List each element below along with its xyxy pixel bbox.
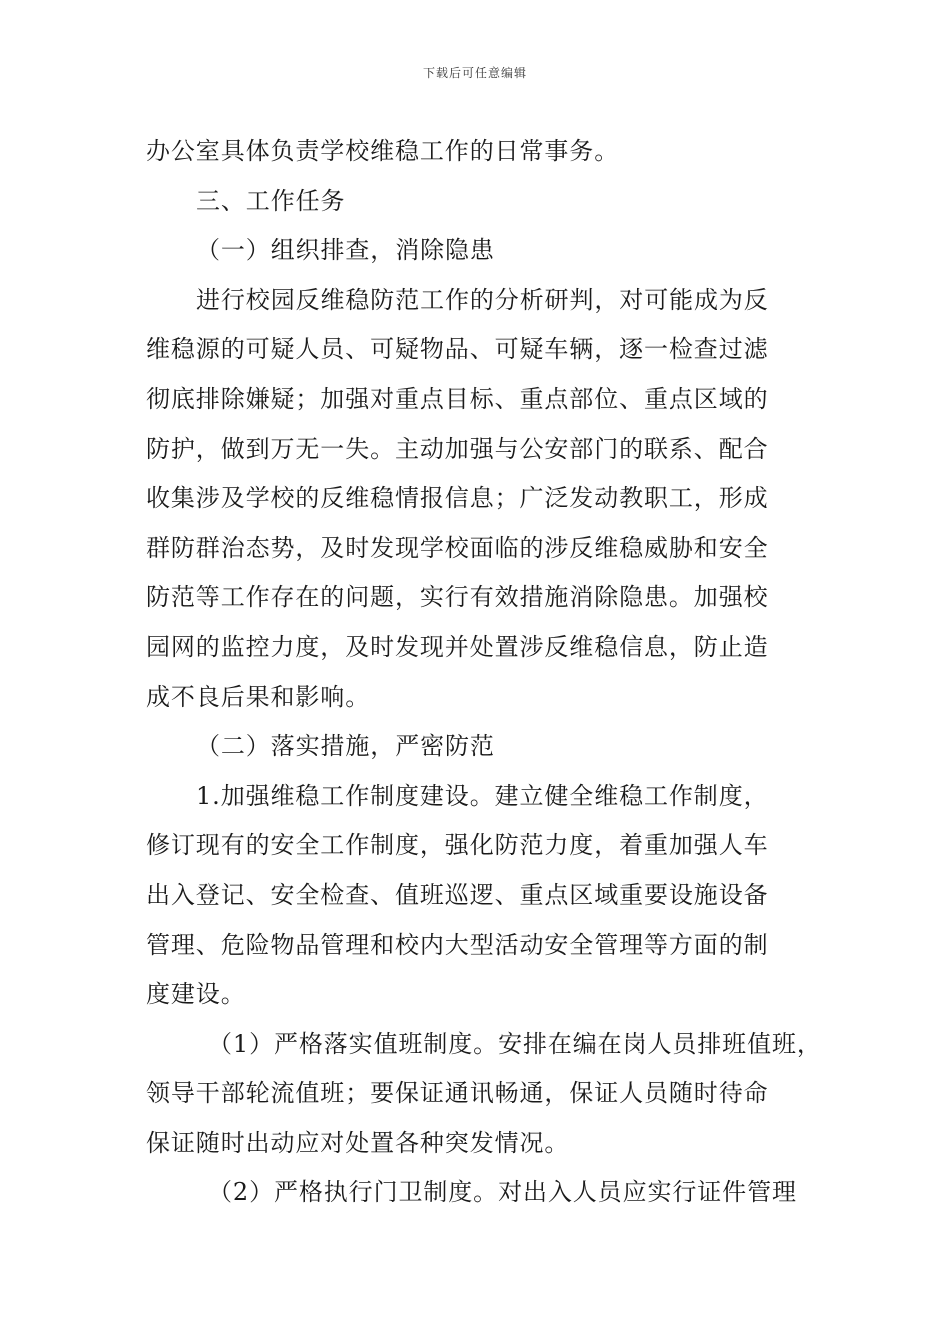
paragraph-line: 管理、危险物品管理和校内大型活动安全管理等方面的制 [146,930,769,959]
paragraph-line: 出入登记、安全检查、值班巡逻、重点区域重要设施设备 [146,880,769,909]
subsection-heading-2: （二）落实措施，严密防范 [196,732,495,761]
paragraph-line: 度建设。 [146,980,246,1009]
paragraph-line: 修订现有的安全工作制度，强化防范力度，着重加强人车 [146,831,769,860]
paragraph-line: 成不良后果和影响。 [146,682,371,711]
paragraph-line: 收集涉及学校的反维稳情报信息；广泛发动教职工，形成 [146,484,769,513]
document-body [146,127,826,1218]
paragraph-line: 进行校园反维稳防范工作的分析研判，对可能成为反 [196,285,769,314]
paragraph-line: 领导干部轮流值班；要保证通讯畅通，保证人员随时待命 [146,1079,769,1108]
paragraph-line: 园网的监控力度，及时发现并处置涉反维稳信息，防止造 [146,632,769,661]
subsection-heading-1: （一）组织排查，消除隐患 [196,236,495,265]
paragraph-line: 彻底排除嫌疑；加强对重点目标、重点部位、重点区域的 [146,384,769,413]
paragraph-line: 1.加强维稳工作制度建设。建立健全维稳工作制度， [196,781,769,810]
body-line: 办公室具体负责学校维稳工作的日常事务。 [146,137,620,165]
paragraph-line: 防范等工作存在的问题，实行有效措施消除隐患。加强校 [146,583,769,612]
page-header: 下载后可任意编辑 [422,66,527,80]
paragraph-line: 维稳源的可疑人员、可疑物品、可疑车辆，逐一检查过滤 [146,335,769,364]
section-heading-work-tasks: 三、工作任务 [196,186,346,215]
paragraph-line: 群防群治态势，及时发现学校面临的涉反维稳威胁和安全 [146,533,769,562]
list-item-1: （1）严格落实值班制度。安排在编在岗人员排班值班， [208,1029,822,1058]
paragraph-line: 防护，做到万无一失。主动加强与公安部门的联系、配合 [146,434,769,463]
paragraph-line: 保证随时出动应对处置各种突发情况。 [146,1128,570,1157]
list-item-2: （2）严格执行门卫制度。对出入人员应实行证件管理 [208,1178,797,1207]
